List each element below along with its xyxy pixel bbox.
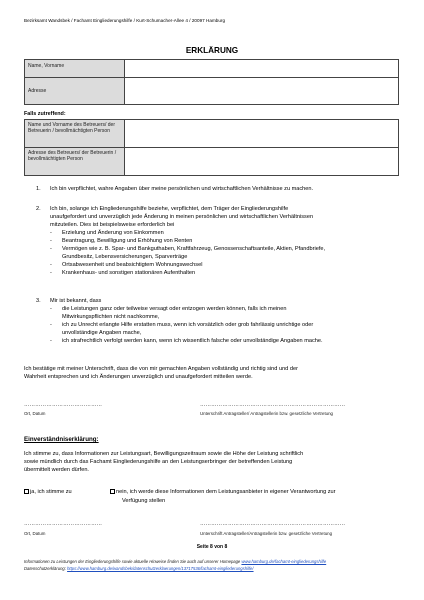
footer-privacy-label: Datenschutzerklärung:	[24, 566, 66, 571]
item-3-line-1: Mir ist bekannt, dass	[50, 298, 102, 304]
address-field[interactable]	[125, 78, 399, 105]
consent-line-2: sowie mündlich durch das Fachamt Eingliederungshilfe an den Leistungserbringer der betreffenden Leistung	[24, 459, 293, 465]
signature-line[interactable]: ……………………………………………………………………	[200, 402, 346, 408]
caretaker-address-label: Adresse des Betreuers/ der Betreuerin / bevollmächtigten Person	[25, 148, 125, 176]
item-2-bullet-continued: Grundbesitz, Lebensversicherungen, Sparverträge	[62, 254, 188, 260]
name-field[interactable]	[125, 60, 399, 78]
item-3-number: 3.	[36, 298, 41, 304]
yes-label: ja, ich stimme zu	[30, 489, 72, 495]
item-2-line-2: unaufgefordert und unverzüglich jede Änderung in meinen persönlichen und wirtschaftlichen Verhältnissen	[50, 214, 314, 220]
consent-heading: Einverständniserklärung:	[24, 436, 99, 443]
item-3-bullet: ich strafrechtlich verfolgt werden kann, wenn ich wissentlich falsche oder unvollständige Angaben mache.	[62, 338, 323, 344]
item-2-line-3: mitzuteilen. Dies ist beispielsweise erforderlich bei	[50, 222, 175, 228]
bullet-dash: -	[50, 270, 52, 276]
footer-line-2	[24, 566, 404, 571]
item-2-bullet: Krankenhaus- und sonstigen stationären Aufenthalten	[62, 270, 196, 276]
item-2-number: 2.	[36, 206, 41, 212]
place-date-label: Ort, Datum	[24, 411, 46, 416]
homepage-link[interactable]: www.hamburg.de/fachamt-eingliederungshilfe	[241, 559, 327, 564]
place-date-line[interactable]: ……………………………………	[24, 402, 103, 408]
confirmation-line-1: Ich bestätige mit meiner Unterschrift, dass die von mir gemachten Angaben vollständig und richtig sind und der	[24, 366, 298, 372]
consent-line-3: übermittelt werden dürfen.	[24, 467, 89, 473]
privacy-link[interactable]: https://www.hamburg.de/wandsbek/datenschutzerklaerungen/13717536/fachamt-eingliederungshilfe/	[67, 566, 254, 571]
bullet-dash: -	[50, 246, 52, 252]
item-3-bullet: ich zu Unrecht erlangte Hilfe erstatten muss, wenn ich vorsätzlich oder grob fahrlässig unrichtige oder	[62, 322, 314, 328]
caretaker-table	[24, 119, 399, 176]
consent-no-line-2: Verfügung stellen	[122, 498, 166, 504]
consent-line-1: Ich stimme zu, dass Informationen zur Leistungsart, Bewilligungszeitraum sowie die Höhe der Leistung schriftlich	[24, 451, 304, 457]
page-header: Bezirksamt Wandsbek / Fachamt Eingliederungshilfe / Kurt-Schumacher-Allee 4 / 20097 Hamburg	[24, 18, 226, 23]
bullet-dash: -	[50, 262, 52, 268]
page-title: ERKLÄRUNG	[185, 46, 239, 55]
consent-yes-option[interactable]	[24, 488, 72, 496]
consent-no-option[interactable]	[110, 488, 336, 496]
caretaker-address-field[interactable]	[125, 148, 399, 176]
caretaker-name-label: Name und Vorname des Betreuers/ der Betreuerin / bevollmächtigten Person	[25, 120, 125, 148]
item-2-bullet: Beantragung, Bewilligung und Erhöhung von Renten	[62, 238, 193, 244]
item-3-bullet-continued: Mitwirkungspflichten nicht nachkomme,	[62, 314, 160, 320]
item-1-text: Ich bin verpflichtet, wahre Angaben über meine persönlichen und wirtschaftlichen Verhältnisse zu machen.	[50, 186, 314, 192]
item-2-bullet: Erzielung und Änderung von Einkommen	[62, 230, 164, 236]
yes-checkbox[interactable]	[24, 489, 29, 494]
signature-label: Unterschrift Antragsteller/Antragstellerin bzw. gesetzliche Vertretung	[200, 531, 333, 536]
item-3-bullet: die Leistungen ganz oder teilweise versagt oder entzogen werden können, falls ich meinen	[62, 306, 287, 312]
falls-zutreffend-label: Falls zutreffend:	[24, 111, 66, 117]
footer-info-text: Informationen zu Leistungen der Eingliederungshilfe sowie aktuelle Hinweise finden Sie auch auf unserer Homepage	[24, 559, 241, 564]
bullet-dash: -	[50, 230, 52, 236]
place-date-label: Ort, Datum	[24, 531, 46, 536]
address-label: Adresse	[25, 78, 125, 105]
footer-line-1	[24, 559, 404, 564]
confirmation-line-2: Wahrheit entsprechen und ich Änderungen unverzüglich und unaufgefordert mitteilen werde.	[24, 374, 253, 380]
caretaker-name-field[interactable]	[125, 120, 399, 148]
item-2-line-1: Ich bin, solange ich Eingliederungshilfe beziehe, verpflichtet, dem Träger der Eingliederungshilfe	[50, 206, 289, 212]
item-2-bullet: Ortsabwesenheit und beabsichtigtem Wohnungswechsel	[62, 262, 203, 268]
no-checkbox[interactable]	[110, 489, 115, 494]
signature-line[interactable]: ……………………………………………………………………	[200, 521, 346, 527]
place-date-line[interactable]: ……………………………………	[24, 521, 103, 527]
page-number: Seite 8 von 8	[196, 544, 228, 550]
item-3-bullet-continued: unvollständige Angaben mache,	[62, 330, 142, 336]
item-2-bullet: Vermögen wie z. B. Spar- und Bankguthaben, Kraftfahrzeug, Genossenschaftsanteile, Aktien, Pfandbriefe,	[62, 246, 326, 252]
signature-label: Unterschrift Antragsteller/ Antragstellerin bzw. gesetzliche Vertretung	[200, 411, 334, 416]
name-label: Name, Vorname	[25, 60, 125, 78]
applicant-table	[24, 59, 399, 105]
bullet-dash: -	[50, 322, 52, 328]
no-label: nein, ich werde diese Informationen dem Leistungsanbieter in eigener Verantwortung zur	[116, 489, 336, 495]
item-1-number: 1.	[36, 186, 41, 192]
bullet-dash: -	[50, 306, 52, 312]
bullet-dash: -	[50, 338, 52, 344]
bullet-dash: -	[50, 238, 52, 244]
